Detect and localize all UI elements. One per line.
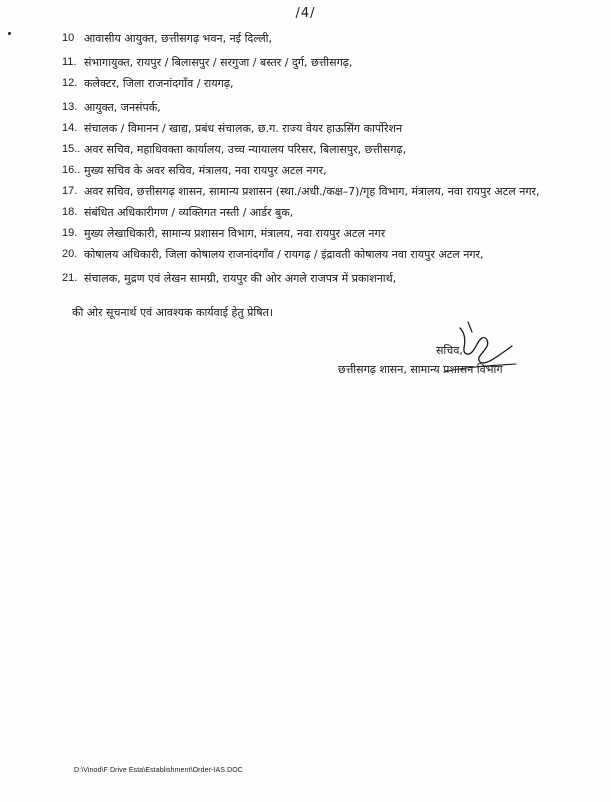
item-text: कलेक्टर, जिला राजनांदगाँव / रायगढ़, bbox=[84, 77, 234, 90]
item-text: आवासीय आयुक्त, छत्तीसगढ़ भवन, नई दिल्ली, bbox=[84, 32, 273, 45]
item-number: 15.. bbox=[62, 143, 81, 155]
item-text: मुख्य लेखाधिकारी, सामान्य प्रशासन विभाग, मंत्रालय, नवा रायपुर अटल नगर bbox=[84, 227, 386, 240]
item-text: मुख्य सचिव के अवर सचिव, मंत्रालय, नवा रायपुर अटल नगर, bbox=[84, 164, 327, 177]
page-number: /4/ bbox=[295, 6, 316, 21]
item-number: 10 bbox=[62, 32, 75, 44]
item-text: संचालक / विमानन / खाद्य, प्रबंध संचालक, छ.ग. राज्य वेयर हाऊसिंग कार्पोरेशन bbox=[84, 122, 403, 135]
list-item bbox=[62, 268, 592, 289]
item-number: 20. bbox=[62, 248, 78, 260]
item-number: 13. bbox=[62, 101, 78, 113]
signatory-title: सचिव, bbox=[436, 344, 463, 357]
distribution-list bbox=[62, 28, 592, 289]
item-number: 14. bbox=[62, 122, 78, 134]
list-item bbox=[62, 97, 592, 118]
item-number: 16.. bbox=[62, 164, 81, 176]
item-number: 11. bbox=[62, 56, 77, 68]
item-text: कोषालय अधिकारी, जिला कोषालय राजनांदगाँव / रायगढ़ / इंद्रावती कोषालय नवा रायपुर अटल नगर, bbox=[84, 248, 484, 261]
list-item bbox=[62, 202, 592, 223]
list-item bbox=[62, 244, 592, 265]
item-number: 18. bbox=[62, 206, 78, 218]
file-path-footer: D:\Vinod\F Drive Esta\Establishment\Order-IAS.DOC bbox=[74, 767, 243, 774]
list-item bbox=[62, 181, 592, 202]
item-text: अवर सचिव, छत्तीसगढ़ शासन, सामान्य प्रशासन (स्था./अधी./कक्ष–7)/गृह विभाग, मंत्रालय, नवा रायपुर अटल नगर, bbox=[84, 185, 540, 198]
list-item bbox=[62, 118, 592, 139]
list-item bbox=[62, 160, 592, 181]
item-number: 12. bbox=[62, 77, 78, 89]
item-number: 19. bbox=[62, 227, 78, 239]
item-number: 21. bbox=[62, 272, 78, 284]
list-item bbox=[62, 52, 592, 73]
list-item bbox=[62, 73, 592, 94]
item-text: संबंधित अधिकारीगण / व्यक्तिगत नस्ती / आर्डर बुक, bbox=[84, 206, 294, 219]
list-item bbox=[62, 223, 592, 244]
list-item bbox=[62, 139, 592, 160]
item-text: संचालक, मुद्रण एवं लेखन सामग्री, रायपुर की ओर अगले राजपत्र में प्रकाशनार्थ, bbox=[84, 272, 397, 285]
list-item bbox=[62, 28, 592, 49]
stray-ink-dot bbox=[8, 32, 11, 35]
forwarding-line: की ओर सूचनार्थ एवं आवश्यक कार्यवाई हेतु प्रेषित। bbox=[72, 306, 274, 319]
item-number: 17. bbox=[62, 185, 78, 197]
signatory-department: छत्तीसगढ़ शासन, सामान्य प्रशासन विभाग bbox=[338, 363, 503, 376]
item-text: अवर सचिव, महाधिवक्ता कार्यालय, उच्च न्यायालय परिसर, बिलासपुर, छत्तीसगढ़, bbox=[84, 143, 407, 156]
item-text: संभागायुक्त, रायपुर / बिलासपुर / सरगुजा / बस्तर / दुर्ग, छत्तीसगढ़, bbox=[84, 56, 353, 69]
item-text: आयुक्त, जनसंपर्क, bbox=[84, 101, 161, 114]
